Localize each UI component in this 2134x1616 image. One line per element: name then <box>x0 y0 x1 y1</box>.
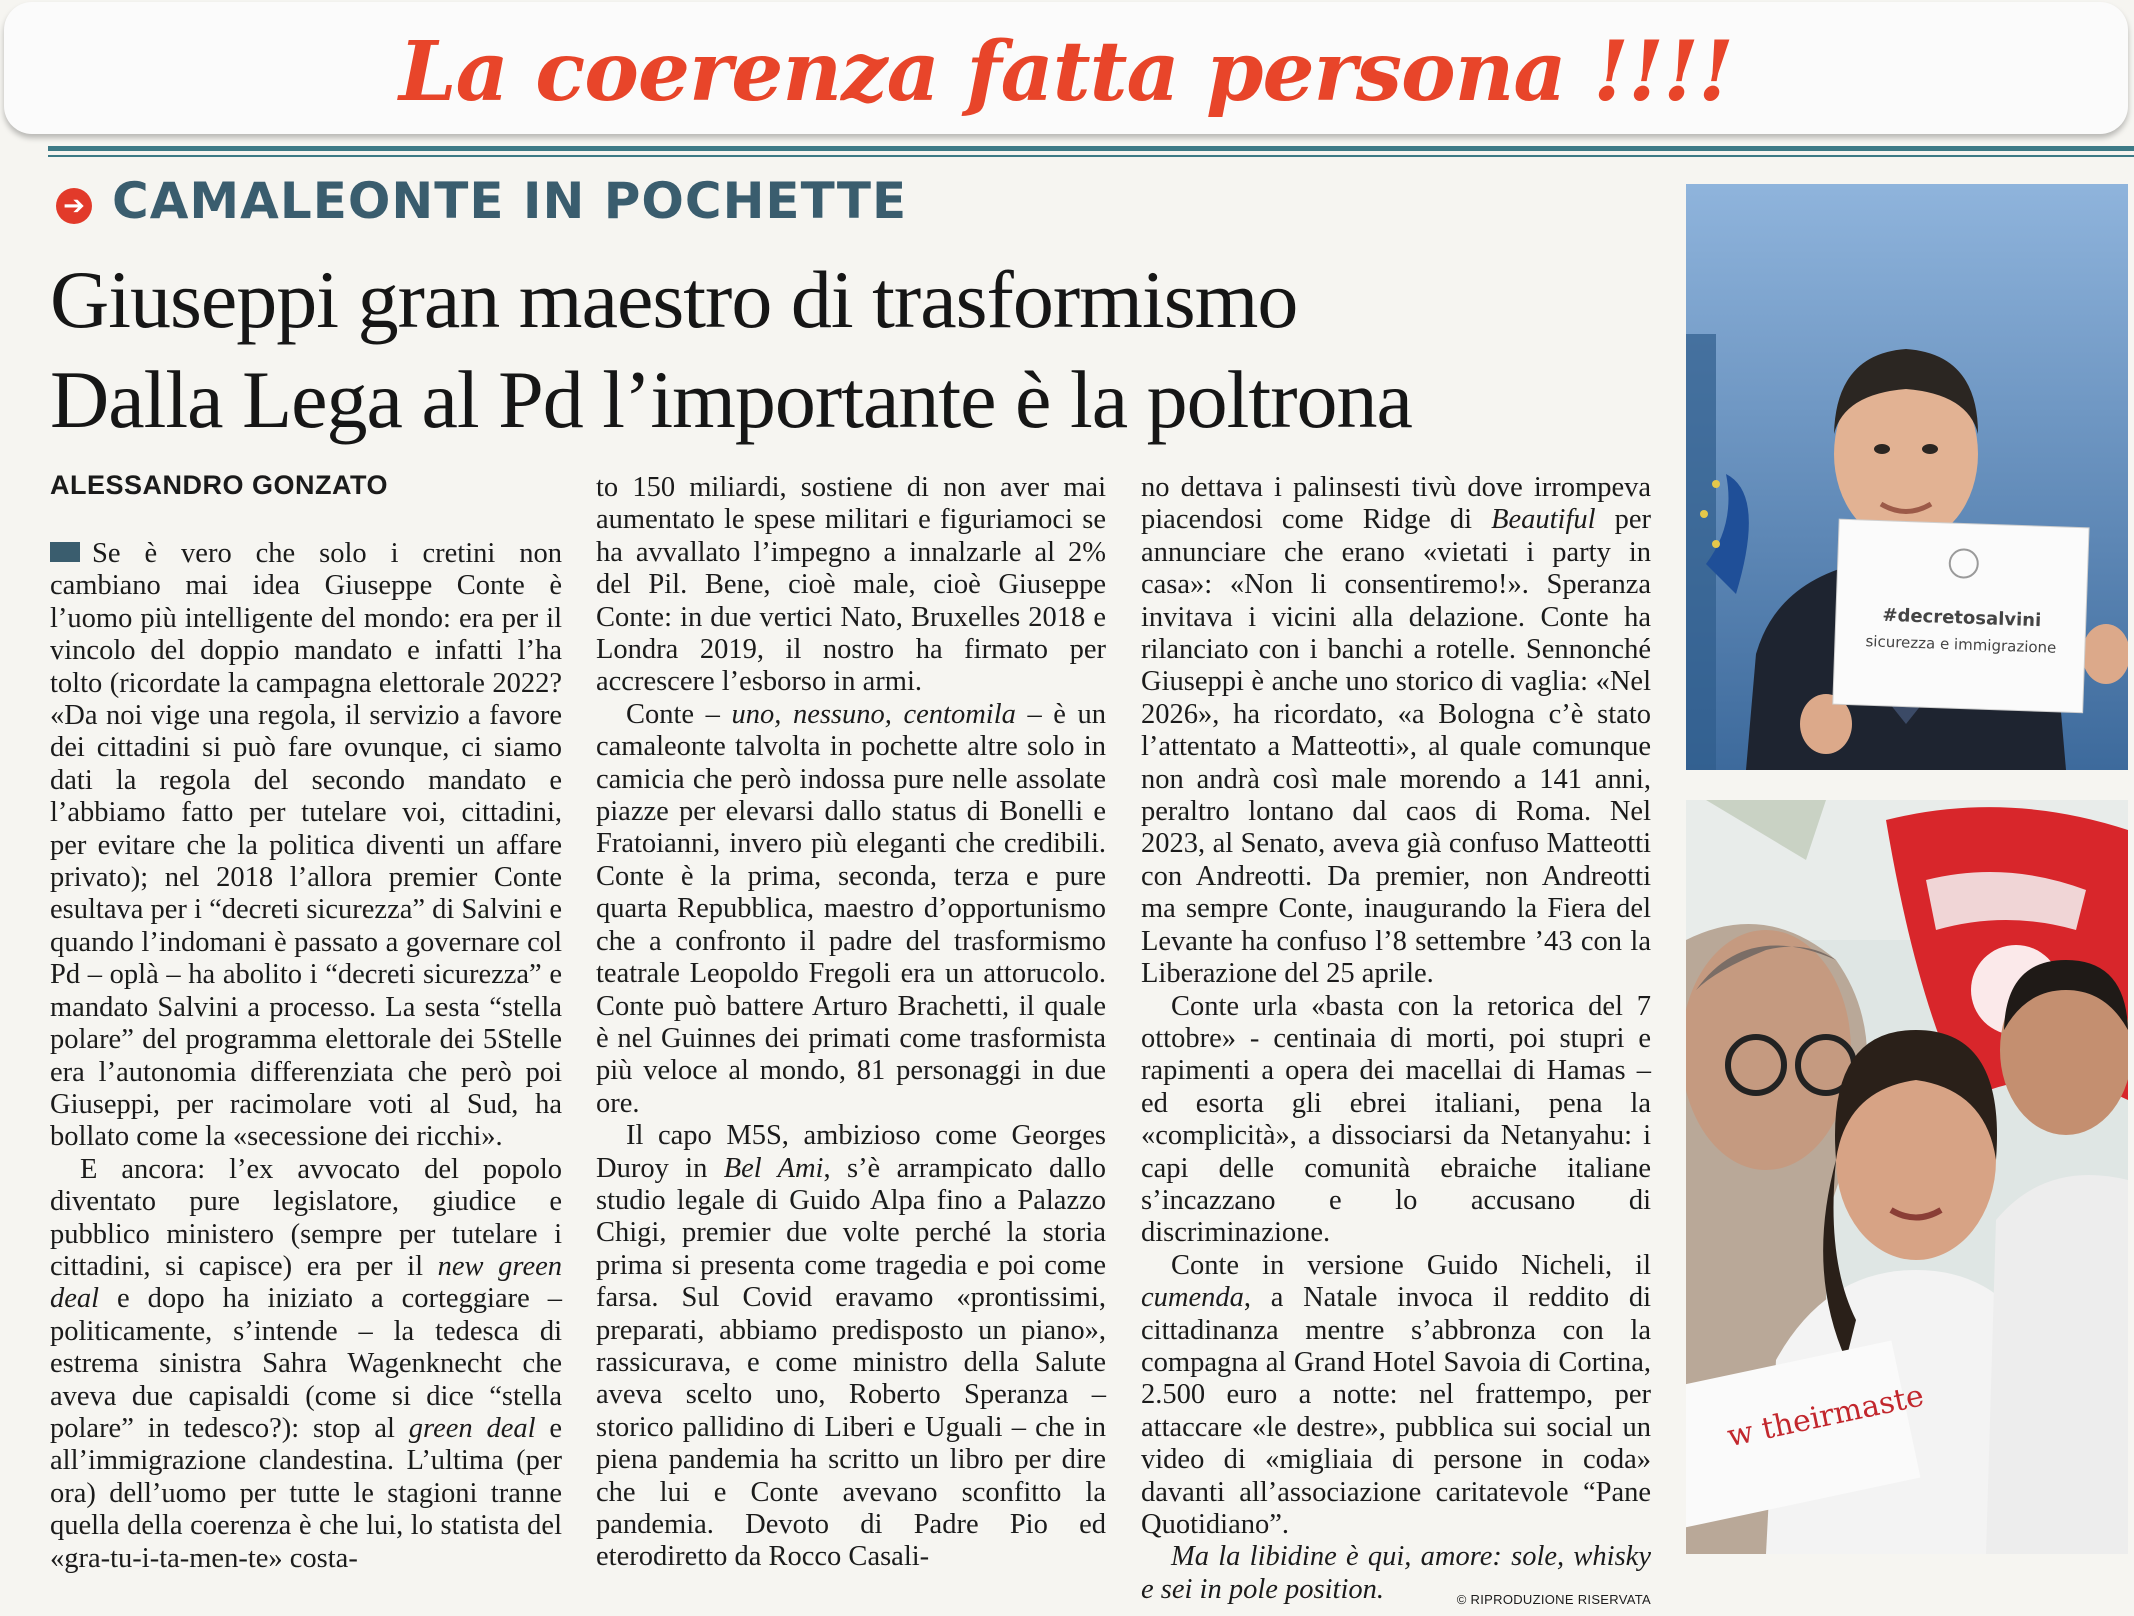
photo-rally-crowd <box>1686 800 2128 1554</box>
paragraph: E ancora: l’ex avvocato del popolo diventato pure legislatore, giudice e pubblico ministero (sempre per tutelare i cittadini, si capisce) era per il new green deal e dopo ha iniziato a corteggiare – politicamente, s’intende – la tedesca di estrema sinistra Sahra Wagenknecht che aveva due capisaldi (come si dice “stella polare” in tedesco?): stop al green deal e all’immigrazione clandestina. L’ultima (per ora) dell’uomo per tutte le stagioni tranne quella della coerenza è che lui, lo statista del «gra-tu-i-ta-men-te» costa- <box>50 1153 563 1574</box>
paragraph: Conte urla «basta con la retorica del 7 ottobre» - centinaia di morti, poi stupri e rapimenti a opera dei macellai di Hamas – ed esorta gli ebrei italiani, pena la «complicità», a dissociarsi da Netanyahu: i capi delle comunità ebraiche italiane s’incazzano e lo accusano di discriminazione. <box>1141 990 1651 1249</box>
article-column-3 <box>1141 472 1651 1616</box>
paragraph: Conte – uno, nessuno, centomila – è un camaleonte talvolta in pochette altre solo in camicia che però indossa pure nelle assolate piazze per elevarsi dallo status di Bonelli e Fratoianni, invero più eleganti che credibili. Conte è la prima, seconda, terza e pure quarta Repubblica, maestro d’opportunismo che a confronto il padre del trasformismo teatrale Leopoldo Fregoli era un attorucolo. Conte può battere Arturo Brachetti, il quale è nel Guinnes dei primati come trasformista più veloce al mondo, 81 personaggi in due ore. <box>596 698 1106 1119</box>
sign-text-2: sicurezza e immigrazione <box>1865 632 2057 657</box>
paragraph-marker-icon <box>50 542 80 562</box>
article-kicker: CAMALEONTE IN POCHETTE <box>112 172 908 230</box>
paragraph: Se è vero che solo i cretini non cambiano mai idea Giuseppe Conte è l’uomo più intelligente del mondo: era per il vincolo del doppio mandato e infatti l’ha tolto (ricordate la campagna elettorale 2022? «Da noi vige una regola, il servizio a favore dei cittadini si può fare ovunque, ci siamo dati la regola del secondo mandato e l’abbiamo fatto per tutelare voi, cittadini, per evitare che la politica diventi un affare privato); nel 2018 l’allora premier Conte esultava per i “decreti sicurezza” di Salvini e quando l’indomani è passato a governare col Pd – oplà – ha abolito i “decreti sicurezza” e mandato Salvini a processo. La sesta “stella polare” del programma elettorale dei 5Stelle era l’autonomia differenziata che però poi Giuseppi, per racimolare voti al Sud, ha bollato come la «secessione dei ricchi». <box>50 538 562 1153</box>
headline-line-1: Giuseppi gran maestro di trasformismo <box>50 254 1298 345</box>
headline-line-2: Dalla Lega al Pd l’importante è la poltrona <box>50 354 1412 445</box>
paragraph: to 150 miliardi, sostiene di non aver mai aumentato le spese militari e figuriamoci se ha avvallato l’impegno a innalzarle al 2% del Pil. Bene, cioè male, cioè Giuseppe Conte: in due vertici Nato, Bruxelles 2018 e Londra 2019, il nostro ha firmato per accrescere l’esborso in armi. <box>596 472 1106 698</box>
photo-illustration <box>1686 800 2128 1554</box>
paragraph: Conte in versione Guido Nicheli, il cumenda, a Natale invoca il reddito di cittadinanza mentre s’abbronza con la compagna al Grand Hotel Savoia di Cortina, 2.500 euro a notte: nel frattempo, per attaccare «le destre», pubblica sui social un video di «migliaia di persone in coda» davanti all’associazione caritatevole “Pane Quotidiano”. <box>1141 1249 1651 1540</box>
paragraph: Ma la libidine è qui, amore: sole, whisky e sei in pole position. © RIPRODUZIONE RISERVATA <box>1141 1541 1651 1606</box>
article-headline <box>50 250 1670 450</box>
banner-title: La coerenza fatta persona !!!! <box>398 24 1734 120</box>
sign-text-1: #decretosalvini <box>1882 604 2042 632</box>
headline-banner <box>4 2 2128 134</box>
banner-sign-text: w theirmaste <box>1724 1378 1927 1455</box>
photo-illustration <box>1686 184 2128 770</box>
copyright-notice: © RIPRODUZIONE RISERVATA <box>1456 1591 1651 1607</box>
paragraph: no dettava i palinsesti tivù dove irrompeva piacendosi come Ridge di Beautiful per annunciare che erano «vietati i party in casa»: «Non li consentiremo!». Speranza invitava i vicini alla delazione. Conte ha rilanciato con i banchi a rotelle. Sennonché Giuseppi è anche uno storico di vaglia: «Nel 2026», ha ricordato, «a Bologna c’è stato l’attentato a Matteotti», al quale comunque non andrà così male morendo a 141 anni, peraltro lontano dal caos di Roma. Nel 2023, al Senato, aveva già confuso Matteotti con Andreotti. Da premier, non Andreotti ma sempre Conte, inaugurando la Fiera del Levante ha confuso l’8 settembre ’43 con la Liberazione del 25 aprile. <box>1141 472 1652 990</box>
photo-conte-with-sign <box>1686 184 2128 770</box>
arrow-right-icon: ➔ <box>56 188 92 224</box>
paragraph: Il capo M5S, ambizioso come Georges Duroy in Bel Ami, s’è arrampicato dallo studio legale di Guido Alpa fino a Palazzo Chigi, premier due volte perché la storia prima si presenta come tragedia e poi come farsa. Sul Covid eravamo «prontissimi, preparati, abbiamo predisposto un piano», rassicurava, e come ministro della Salute aveva scelto uno, Roberto Speranza – storico pallidino di Liberi e Uguali – che in piena pandemia ha scritto un libro per dire che lui e Conte avevano sconfitto la pandemia. Devoto di Padre Pio ed eterodiretto da Rocco Casali- <box>596 1120 1107 1573</box>
article-column-2 <box>596 472 1106 1574</box>
divider-rule-thin <box>48 155 2134 157</box>
article-column-1 <box>50 538 562 1575</box>
article-byline: ALESSANDRO GONZATO <box>50 470 389 500</box>
divider-rule <box>48 146 2134 151</box>
